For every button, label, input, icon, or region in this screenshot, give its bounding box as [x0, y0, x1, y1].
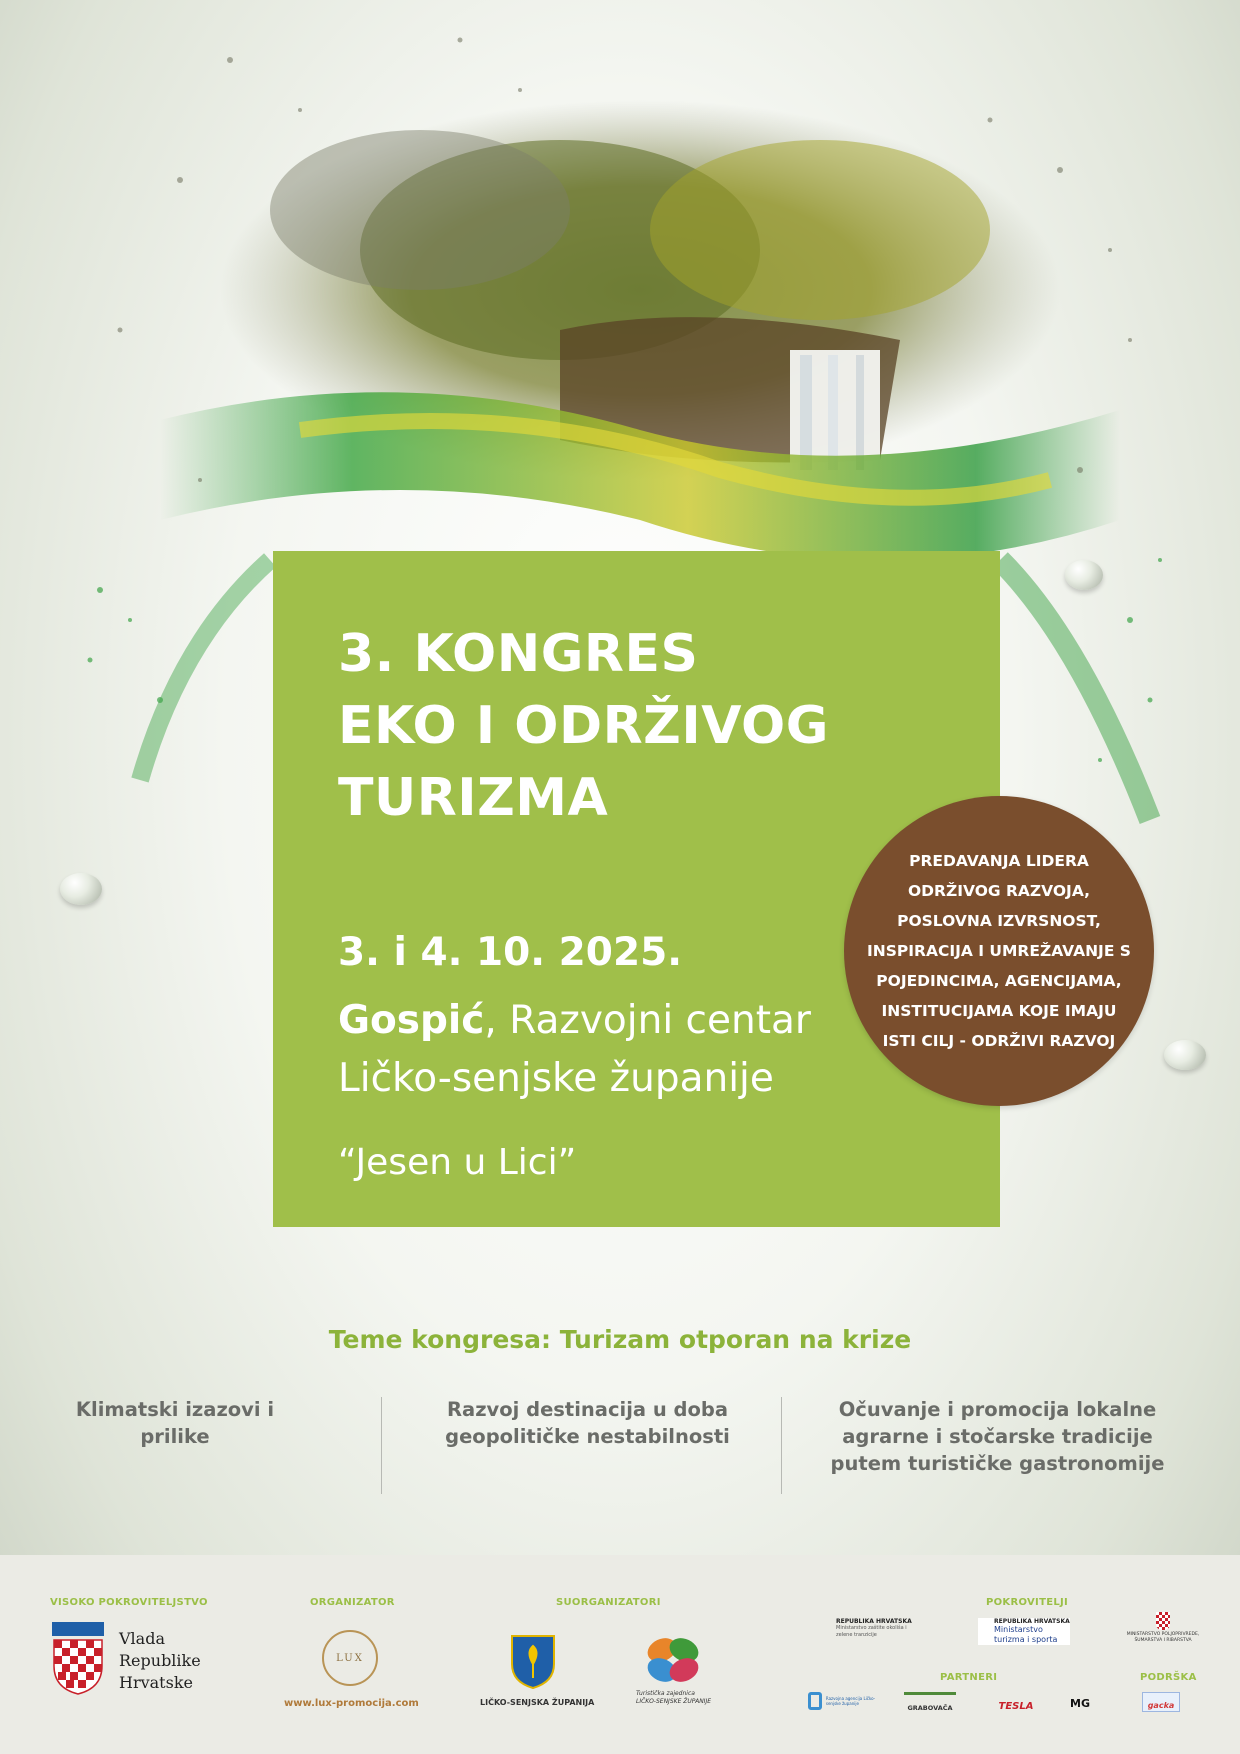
highlights-badge [844, 796, 1154, 1106]
support-label: PODRŠKA [1140, 1672, 1197, 1683]
venue-location-line2: Ličko-senjske županije [338, 1056, 774, 1101]
venue-city: Gospić [338, 998, 485, 1043]
patron-ministry-environment [818, 1618, 918, 1639]
partner-logo-grabovaca [904, 1692, 956, 1710]
lux-logo-text: LUX [336, 1652, 364, 1664]
event-title-line3: TURIZMA [338, 768, 609, 828]
partner-logo-tesla [990, 1694, 1042, 1712]
high-patron-line3: Hrvatske [119, 1673, 193, 1692]
venue-location-line1: , Razvojni centar [484, 998, 811, 1043]
patron-ministry-tourism-name: Ministarstvo turizma i sporta [994, 1625, 1058, 1644]
patron-ministry-environment-country: REPUBLIKA HRVATSKA [836, 1618, 912, 1625]
topics-heading: Teme kongresa: Turizam otporan na krize [328, 1325, 912, 1354]
partner-logo-development-agency [808, 1690, 880, 1712]
coorganizer-tourist-board-name: Turistička zajednica LIČKO-SENJSKE ŽUPANIJE [636, 1690, 712, 1705]
licko-senjska-coat-of-arms-icon [510, 1634, 556, 1690]
event-venue [338, 992, 858, 1108]
patron-ministry-agriculture-name: MINISTARSTVO POLJOPRIVREDE, ŠUMARSTVA I RIBARSTVA [1126, 1632, 1200, 1643]
water-drop-decoration [60, 873, 102, 905]
patrons-label: POKROVITELJI [986, 1597, 1069, 1608]
organizer-website-link[interactable]: www.lux-promocija.com [284, 1698, 419, 1709]
partner-tesla-name: TESLA [998, 1701, 1034, 1712]
event-title [338, 618, 938, 834]
highlights-badge-text: PREDAVANJA LIDERA ODRŽIVOG RAZVOJA, POSLOVNA IZVRSNOST, INSPIRACIJA I UMREŽAVANJE S POJEDINCIMA, AGENCIJAMA, INSTITUCIJAMA KOJE IMAJU ISTI CILJ - ODRŽIVI RAZVOJ [867, 852, 1131, 1050]
partner-grabovaca-name: GRABOVAČA [907, 1704, 953, 1712]
coorganizers-label: SUORGANIZATORI [556, 1597, 661, 1608]
partner-development-agency-name: Razvojna agencija Ličko-senjske županije [825, 1696, 876, 1706]
topic-divider [781, 1397, 782, 1494]
event-date: 3. i 4. 10. 2025. [338, 930, 683, 975]
event-title-line1: 3. KONGRES [338, 624, 699, 684]
support-gacka-name: gacka [1147, 1701, 1175, 1710]
support-logo-gacka [1142, 1692, 1180, 1712]
patron-ministry-tourism [978, 1618, 1070, 1645]
high-patron-line2: Republike [119, 1651, 201, 1670]
topic-item: Razvoj destinacija u doba geopolitičke nestabilnosti [445, 1398, 730, 1448]
patron-ministry-agriculture [1120, 1612, 1206, 1644]
topic-divider [381, 1397, 382, 1494]
water-drop-decoration [1065, 560, 1103, 590]
lux-logo [322, 1630, 378, 1686]
patron-ministry-environment-name: Ministarstvo zaštite okoliša i zelene tranzicije [836, 1625, 907, 1638]
event-title-line2: EKO I ODRŽIVOG [338, 696, 829, 756]
water-drop-decoration [1164, 1040, 1206, 1070]
coorganizer-county-name: LIČKO-SENJSKA ŽUPANIJA [480, 1698, 595, 1707]
croatian-coat-of-arms-icon [50, 1622, 106, 1696]
high-patron-line1: Vlada [119, 1629, 165, 1648]
partner-logo-mg [1068, 1692, 1092, 1714]
event-tagline: “Jesen u Lici” [338, 1142, 577, 1183]
house-icon [808, 1692, 822, 1710]
tourist-board-logo-icon [640, 1632, 706, 1688]
high-patron-name [119, 1628, 201, 1694]
high-patron-label: VISOKO POKROVITELJSTVO [50, 1597, 208, 1608]
patron-ministry-tourism-country: REPUBLIKA HRVATSKA [994, 1618, 1070, 1625]
organizer-label: ORGANIZATOR [310, 1597, 395, 1608]
croatian-coat-of-arms-icon [1156, 1612, 1170, 1630]
partner-mg-name: MG [1070, 1697, 1090, 1710]
topic-item: Klimatski izazovi i prilike [75, 1398, 275, 1448]
topic-item: Očuvanje i promocija lokalne agrarne i stočarske tradicije putem turističke gastronomije [830, 1398, 1165, 1475]
partners-label: PARTNERI [940, 1672, 998, 1683]
